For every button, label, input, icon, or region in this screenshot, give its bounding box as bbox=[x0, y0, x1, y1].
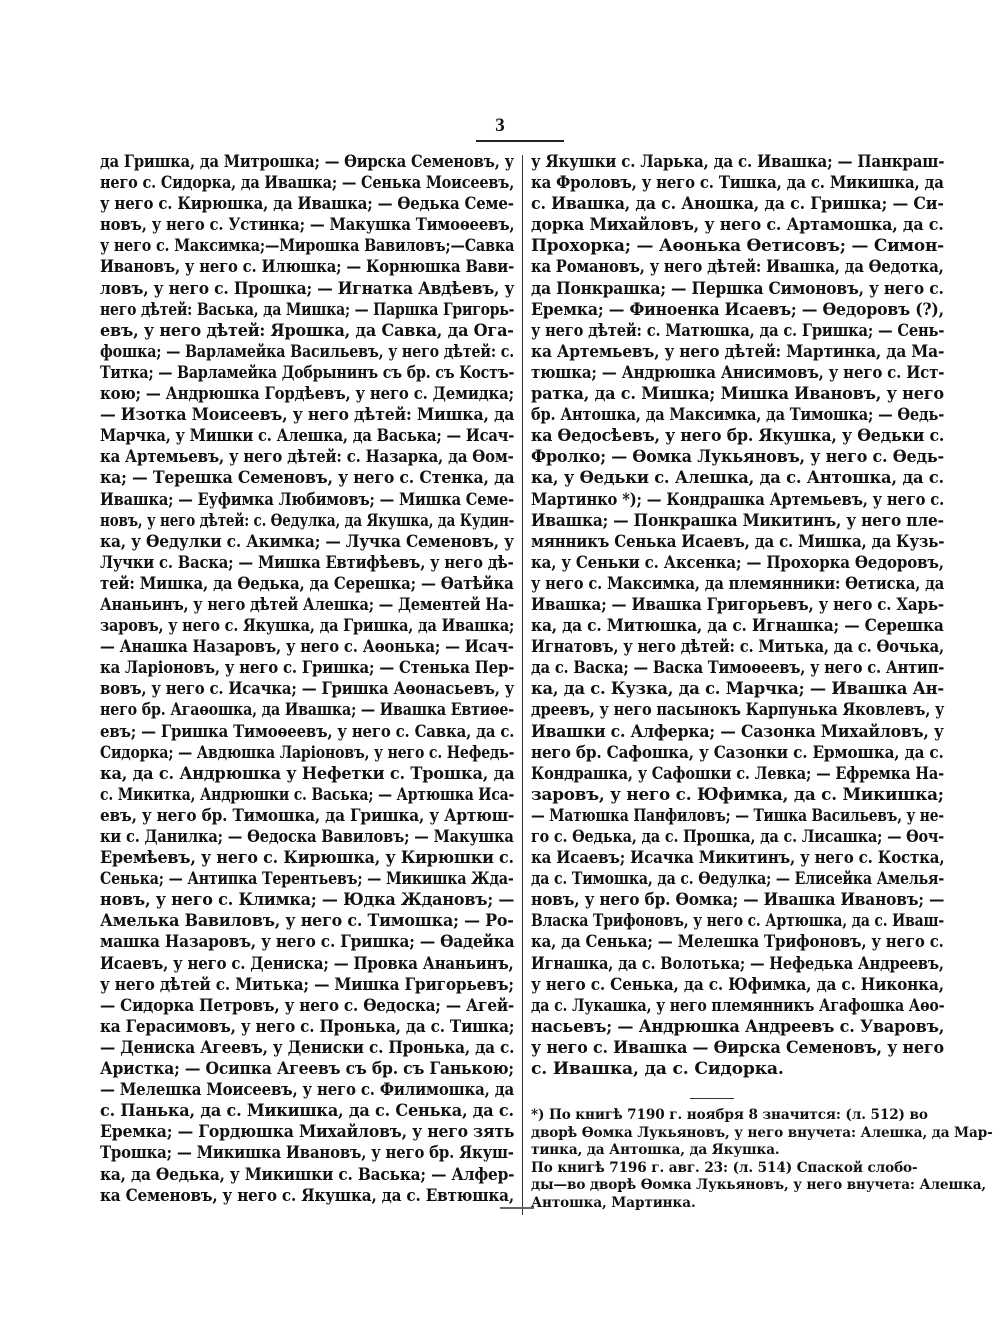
text-line: ратка, да с. Мишка; Мишка Ивановъ, у него bbox=[531, 384, 944, 405]
column-divider bbox=[522, 155, 523, 1215]
text-line: Власка Трифоновъ, у него с. Артюшка, да с. Иваш- bbox=[531, 911, 944, 932]
text-line: мянникъ Сенька Исаевъ, да с. Мишка, да Кузь- bbox=[531, 531, 945, 552]
text-line: него с. Сидорка, да Ивашка; — Сенька Моисеевъ, bbox=[100, 173, 515, 194]
text-line: Ивашка; — Понкрашка Микитинъ, у него пле- bbox=[531, 510, 944, 531]
text-line: фошка; — Варламейка Васильевъ, у него дѣтей: с. bbox=[100, 341, 514, 362]
text-line: у него с. Максимка;—Мирошка Вавиловъ;—Савка bbox=[100, 236, 515, 257]
text-line: — Изотка Моисеевъ, у него дѣтей: Мишка, да bbox=[100, 405, 515, 426]
text-line: евъ, у него дѣтей: Ярошка, да Савка, да Ога- bbox=[100, 320, 514, 341]
text-line: новъ, у него бр. Өомка; — Ивашка Ивановъ; — bbox=[531, 890, 945, 911]
text-line: го с. Өедька, да с. Прошка, да с. Лисашка; — Өоч- bbox=[531, 827, 945, 847]
text-line: него дѣтей: Васька, да Мишка; — Паршка Григорь- bbox=[100, 299, 515, 320]
left-text-column bbox=[100, 152, 514, 1207]
text-line: у Якушки с. Ларька, да с. Ивашка; — Панкраш- bbox=[531, 152, 945, 172]
footnote-line: ды—во дворѣ Өомка Лукьяновъ, у него внучета: Алешка, bbox=[531, 1177, 987, 1193]
text-line: да с. Васка; — Васка Тимоөеевъ, у него с. Антип- bbox=[531, 658, 945, 679]
text-line: Сидорка; — Авдюшка Ларіоновъ, у него с. Нефедь- bbox=[100, 742, 515, 763]
text-line: ка, да Өедька, у Микишки с. Васька; — Алфер- bbox=[100, 1164, 515, 1185]
text-line: — Матюшка Панфиловъ; — Тишка Васильевъ, у не- bbox=[531, 805, 944, 826]
text-line: с. Ивашка, да с. Сидорка. bbox=[531, 1059, 784, 1080]
text-line: ка Семеновъ, у него с. Якушка, да с. Евтюшка, bbox=[100, 1185, 514, 1206]
text-line: Прохорка; — Аөонька Өетисовъ; — Симон- bbox=[531, 236, 944, 257]
text-line: у него с. Кирюшка, да Ивашка; — Өедька Семе- bbox=[100, 194, 514, 215]
text-line: ка, да с. Кузка, да с. Марчка; — Ивашка Ан- bbox=[531, 679, 944, 700]
text-line: да Понкрашка; — Першка Симоновъ, у него с. bbox=[531, 278, 944, 299]
text-line: Ивашка; — Еуфимка Любимовъ; — Мишка Семе- bbox=[100, 489, 514, 510]
text-line: Аристка; — Осипка Агеевъ съ бр. съ Ганькою; bbox=[100, 1059, 514, 1080]
text-line: Фролко; — Өомка Лукьяновъ, у него с. Өедь- bbox=[531, 447, 944, 468]
footnote-line: Антошка, Мартинка. bbox=[531, 1194, 696, 1211]
text-line: Трошка; — Микишка Ивановъ, у него бр. Якуш- bbox=[100, 1143, 514, 1164]
text-line: новъ, у него с. Климка; — Юдка Ждановъ; — bbox=[100, 890, 515, 911]
text-line: ка, да с. Митюшка, да с. Игнашка; — Серешка bbox=[531, 616, 944, 637]
text-line: ка; — Терешка Семеновъ, у него с. Стенка, да bbox=[100, 468, 515, 489]
text-line: ка Романовъ, у него дѣтей: Ивашка, да Өедотка, bbox=[531, 257, 944, 278]
text-line: него бр. Сафошка, у Сазонки с. Ермошка, да с. bbox=[531, 742, 944, 763]
text-line: ка, у Сеньки с. Аксенка; — Прохорка Өедоровъ, bbox=[531, 552, 944, 573]
text-line: Исаевъ, у него с. Дениска; — Провка Ананьинъ, bbox=[100, 953, 514, 974]
text-line: ка, да Сенька; — Мелешка Трифоновъ, у него с. bbox=[531, 932, 944, 953]
text-line: Сенька; — Антипка Терентьевъ; — Микишка Ждa- bbox=[100, 869, 514, 890]
text-line: ки с. Данилка; — Өедоска Вавиловъ; — Макушка bbox=[100, 827, 514, 847]
text-line: у него с. Ивашка — Өирска Семеновъ, у него bbox=[531, 1037, 944, 1058]
header-rule bbox=[476, 140, 564, 142]
text-line: — Сидорка Петровъ, у него с. Өедоска; — Агей- bbox=[100, 995, 515, 1016]
text-line: ка, у Өедьки с. Алешка, да с. Антошка, да с. bbox=[531, 468, 945, 489]
text-line: ка Артемьевъ, у него дѣтей: Мартинка, да Ма- bbox=[531, 341, 945, 362]
footnote-line: *) По книгѣ 7190 г. ноября 8 значится: (л. 512) во bbox=[531, 1107, 928, 1123]
text-line: Игнашка, да с. Волотька; — Нефедька Андреевъ, bbox=[531, 953, 944, 974]
text-line: новъ, у него с. Устинка; — Макушка Тимоөеевъ, bbox=[100, 215, 515, 236]
text-line: с. Ивашка, да с. Аношка, да с. Гришка; — Си- bbox=[531, 194, 944, 215]
text-line: у него дѣтей: с. Матюшка, да с. Гришка; — Сень- bbox=[531, 320, 945, 341]
text-line: с. Панька, да с. Микишка, да с. Сенька, да с. bbox=[100, 1101, 514, 1122]
text-line: новъ, у него дѣтей: с. Өедулка, да Якушка, да Кудин- bbox=[100, 510, 515, 531]
text-line: Ивашки с. Алферка; — Сазонка Михайловъ, у bbox=[531, 721, 944, 742]
text-line: Мартинко *); — Кондрашка Артемьевъ, у него с. bbox=[531, 489, 945, 510]
text-line: ка Артемьевъ, у него дѣтей: с. Назарка, да Өом- bbox=[100, 447, 514, 468]
text-line: у него дѣтей с. Митька; — Мишка Григорьевъ; bbox=[100, 974, 514, 995]
text-line: — Дениска Агеевъ, у Дениски с. Пронька, да с. bbox=[100, 1037, 515, 1058]
text-line: — Мелешка Моисеевъ, у него с. Филимошка, да bbox=[100, 1080, 515, 1101]
text-line: Титка; — Варламейка Добрынинъ съ бр. съ Kостъ- bbox=[100, 362, 515, 383]
text-line: Еремѣевъ, у него с. Кирюшка, у Кирюшки с. bbox=[100, 848, 514, 869]
text-line: заровъ, у него с. Якушка, да Гришка, да Ивашка; bbox=[100, 616, 515, 637]
text-line: ка Исаевъ; Исачка Микитинъ, у него с. Костка, bbox=[531, 848, 945, 869]
text-line: у него с. Сенька, да с. Юфимка, да с. Никонка, bbox=[531, 974, 944, 995]
text-line: евъ, у него бр. Тимошка, да Гришка, у Артюш- bbox=[100, 805, 515, 826]
page-number: 3 bbox=[495, 115, 505, 136]
footnote-line: тинка, да Антошка, да Якушка. bbox=[531, 1142, 780, 1158]
text-line: ка Герасимовъ, у него с. Пронька, да с. Тишка; bbox=[100, 1016, 515, 1037]
footnote-rule bbox=[690, 1098, 734, 1099]
text-line: дорка Михайловъ, у него с. Артамошка, да с. bbox=[531, 215, 944, 236]
text-line: вовъ, у него с. Исачка; — Гришка Аөонасьевъ, у bbox=[100, 679, 515, 700]
text-line: Еремка; — Гордюшка Михайловъ, у него зять bbox=[100, 1122, 515, 1143]
text-line: Кондрашка, у Сафошки с. Левка; — Ефремка На- bbox=[531, 763, 944, 784]
text-line: него бр. Агаөошка, да Ивашка; — Ивашка Евтиөе- bbox=[100, 700, 515, 721]
text-line: ка Ларіоновъ, у него с. Гришка; — Стенька Пер- bbox=[100, 658, 515, 679]
text-line: бр. Антошка, да Максимка, да Тимошка; — Өедь- bbox=[531, 405, 945, 426]
text-line: тюшка; — Андрюшка Анисимовъ, у него с. Ист- bbox=[531, 362, 945, 383]
text-line: Игнатовъ, у него дѣтей: с. Митька, да с. Өочька, bbox=[531, 637, 945, 658]
text-line: Ананьинъ, у него дѣтей Алешка; — Дементей На- bbox=[100, 594, 514, 615]
footnotes bbox=[531, 1107, 993, 1212]
text-line: Лучки с. Васка; — Мишка Евтифѣевъ, у него дѣ- bbox=[100, 552, 514, 573]
text-line: машка Назаровъ, у него с. Гришка; — Өадейка bbox=[100, 932, 515, 953]
text-line: насьевъ; — Андрюшка Андреевъ с. Уваровъ, bbox=[531, 1016, 945, 1037]
text-line: ка Өедосѣевъ, у него бр. Якушка, у Өедьки с. bbox=[531, 426, 945, 447]
text-line: у него с. Максимка, да племянники: Өетиска, да bbox=[531, 573, 945, 594]
text-line: заровъ, у него с. Юфимка, да с. Микишка; bbox=[531, 784, 944, 805]
text-line: Марчка, у Мишки с. Алешка, да Васька; — Исач- bbox=[100, 426, 515, 447]
text-line: да Гришка, да Митрошка; — Өирска Семеновъ, у bbox=[100, 152, 514, 172]
footnote-line: дворѣ Өомка Лукьяновъ, у него внучета: Алешка, да Мар- bbox=[531, 1124, 993, 1141]
text-line: тей: Мишка, да Өедька, да Серешка; — Өатѣйка bbox=[100, 573, 514, 594]
text-line: Еремка; — Финоенка Исаевъ; — Өедоровъ (?), bbox=[531, 299, 944, 320]
text-line: ка, у Өедулки с. Акимка; — Лучка Семеновъ, у bbox=[100, 531, 514, 552]
text-line: евъ; — Гришка Тимоөеевъ, у него с. Савка, да с. bbox=[100, 721, 515, 742]
text-line: да с. Лукашка, у него племянникъ Агафошка Аөо- bbox=[531, 995, 945, 1016]
text-line: да с. Тимошка, да с. Өедулка; — Елисейка Амелья- bbox=[531, 869, 945, 890]
text-line: Ивашка; — Ивашка Григорьевъ, у него с. Харь- bbox=[531, 594, 944, 615]
text-line: дреевъ, у него пасынокъ Карпунька Яковлевъ, у bbox=[531, 700, 945, 721]
right-text-column bbox=[531, 152, 944, 1080]
text-line: ловъ, у него с. Прошка; — Игнатка Авдѣевъ, у bbox=[100, 278, 515, 299]
text-line: Ивановъ, у него с. Илюшка; — Корнюшка Вави- bbox=[100, 257, 515, 278]
text-line: кою; — Андрюшка Гордѣевъ, у него с. Демидка; bbox=[100, 384, 514, 405]
footnote-line: По книгѣ 7196 г. авг. 23: (л. 514) Спаской слобо- bbox=[531, 1159, 918, 1176]
text-line: с. Микитка, Андрюшки с. Васька; — Артюшка Иса- bbox=[100, 784, 515, 805]
text-line: ка, да с. Андрюшка у Нефетки с. Трошка, да bbox=[100, 763, 515, 784]
text-line: ка Фроловъ, у него с. Тишка, да с. Микишка, да bbox=[531, 173, 944, 194]
bottom-mark bbox=[500, 1207, 534, 1209]
text-line: Амелька Вавиловъ, у него с. Тимошка; — Ро- bbox=[100, 911, 514, 932]
text-line: — Анашка Назаровъ, у него с. Аөонька; — Исач- bbox=[100, 637, 514, 658]
